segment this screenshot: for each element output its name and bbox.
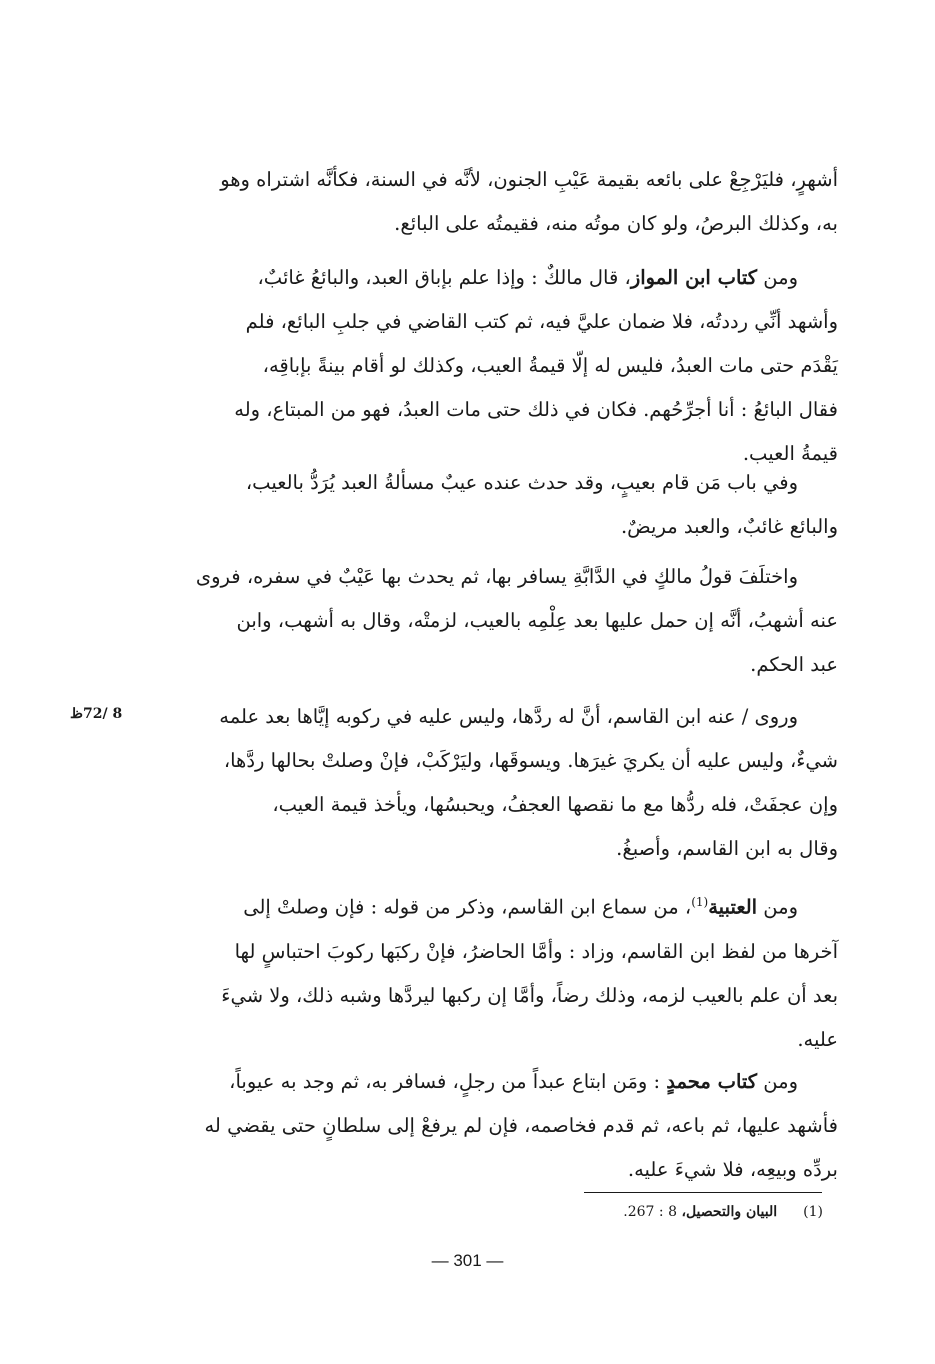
line-text: ، من سماع ابن القاسم، وذكر من قوله : فإن وصلتْ إلى bbox=[243, 895, 692, 919]
paragraph-5 bbox=[158, 695, 838, 871]
paragraph-line bbox=[158, 256, 838, 300]
paragraph-line: يَقْدَم حتى مات العبدُ، فليس له إلّا قيمةُ العيب، وكذلك لو أقام بينةً بإباقِه، bbox=[262, 354, 838, 377]
paragraph-1 bbox=[158, 158, 838, 246]
source-title: العتبية bbox=[708, 895, 758, 919]
paragraph-line: وفي باب مَن قام بعيبٍ، وقد حدث عنده عيبٌ مسألةُ العبد يُرَدُّ بالعيب، bbox=[245, 471, 798, 494]
paragraph-line: واختلَفَ قولُ مالكٍ في الدَّابَّةِ يسافر بها، ثم يحدث بها عَيْبٌ في سفره، فروى bbox=[195, 565, 798, 588]
footnote-marker: (1) bbox=[691, 895, 709, 909]
paragraph-line bbox=[158, 1060, 838, 1104]
footnote-number: (1) bbox=[803, 1204, 823, 1220]
footnote-source: البيان والتحصيل، bbox=[681, 1204, 778, 1220]
lead-text: ومن bbox=[757, 266, 798, 289]
paragraph-line: أشهرٍ، فليَرْجِعْ على بائعه بقيمة عَيْبِ الجنون، لأنَّه في السنة، فكأنَّه اشتراه وهو bbox=[220, 168, 838, 191]
margin-folio-note: 8 /72ظ bbox=[70, 706, 123, 722]
paragraph-line: به، وكذلك البرصُ، ولو كان موتُه منه، فقيمتُه على البائع. bbox=[394, 212, 838, 235]
lead-text: ومن bbox=[757, 1070, 798, 1093]
paragraph-6 bbox=[158, 880, 838, 1062]
paragraph-line: قيمةُ العيب. bbox=[742, 442, 838, 465]
paragraph-2 bbox=[158, 256, 838, 476]
paragraph-line: عبد الحكم. bbox=[750, 653, 838, 676]
paragraph-line: فأشهد عليها، ثم باعه، ثم قدم فخاصمه، فإن لم يرفعْ إلى سلطانٍ حتى يقضي له bbox=[204, 1114, 838, 1137]
paragraph-3 bbox=[158, 461, 838, 549]
line-text: ، قال مالكٌ : وإذا علم بإباق العبد، والبائعُ غائبٌ، bbox=[257, 266, 631, 289]
paragraph-line: وأشهد أنِّي رددتُه، فلا ضمان عليَّ فيه، ثم كتب القاضي في جلبِ البائع، فلم bbox=[245, 310, 838, 333]
footnote bbox=[623, 1204, 823, 1220]
page-number: — 301 — bbox=[431, 1251, 504, 1270]
paragraph-line: وروى / عنه ابن القاسم، أنَّ له ردَّها، وليس عليه في ركوبه إيَّاها بعد علمه bbox=[219, 705, 798, 728]
paragraph-line: آخرها من لفظ ابن القاسم، وزاد : وأمَّا الحاضرُ، فإنْ ركبَها ركوبَ احتباسٍ لها bbox=[234, 939, 838, 963]
paragraph-line: بعد أن علم بالعيب لزمه، وذلك رضاً، وأمَّا إن ركبها ليردَّها وشبه ذلك، ولا شيءَ bbox=[221, 983, 838, 1007]
paragraph-line: شيءٌ، وليس عليه أن يكريَ غيرَها. ويسوقَها، وليَرْكَبْ، فإنْ وصلتْ بحالها ردَّها، bbox=[223, 749, 838, 772]
lead-text: ومن bbox=[757, 895, 798, 919]
paragraph-line: وقال به ابن القاسم، وأصبغُ. bbox=[616, 837, 838, 860]
paragraph-7 bbox=[158, 1060, 838, 1192]
footnote-ref: 8 : 267. bbox=[623, 1204, 682, 1220]
line-text: : ومَن ابتاع عبداً من رجلٍ، فسافر به، ثم وجد به عيوباً، bbox=[229, 1070, 667, 1093]
paragraph-line: عليه. bbox=[797, 1027, 838, 1051]
paragraph-line: بردِّه وبيعِه، فلا شيءَ عليه. bbox=[627, 1158, 838, 1181]
paragraph-4 bbox=[158, 555, 838, 687]
paragraph-line: وإن عجفَتْ، فله ردُّها مع ما نقصها العجفُ، ويحبسُها، ويأخذ قيمة العيب، bbox=[272, 793, 838, 816]
footnote-divider bbox=[584, 1192, 822, 1193]
paragraph-line: فقال البائعُ : أنا أجرِّحُهم. فكان في ذلك حتى مات العبدُ، فهو من المبتاع، وله bbox=[234, 398, 838, 421]
source-title: كتاب ابن المواز bbox=[630, 266, 758, 289]
paragraph-line bbox=[158, 880, 838, 930]
source-title: كتاب محمدٍ bbox=[666, 1070, 758, 1093]
paragraph-line: والبائع غائبٌ، والعبد مريضٌ. bbox=[620, 515, 838, 538]
paragraph-line: عنه أشهبُ، أنَّه إن حمل عليها بعد عِلْمِه بالعيب، لزمتْه، وقال به أشهب، وابن bbox=[236, 609, 838, 632]
